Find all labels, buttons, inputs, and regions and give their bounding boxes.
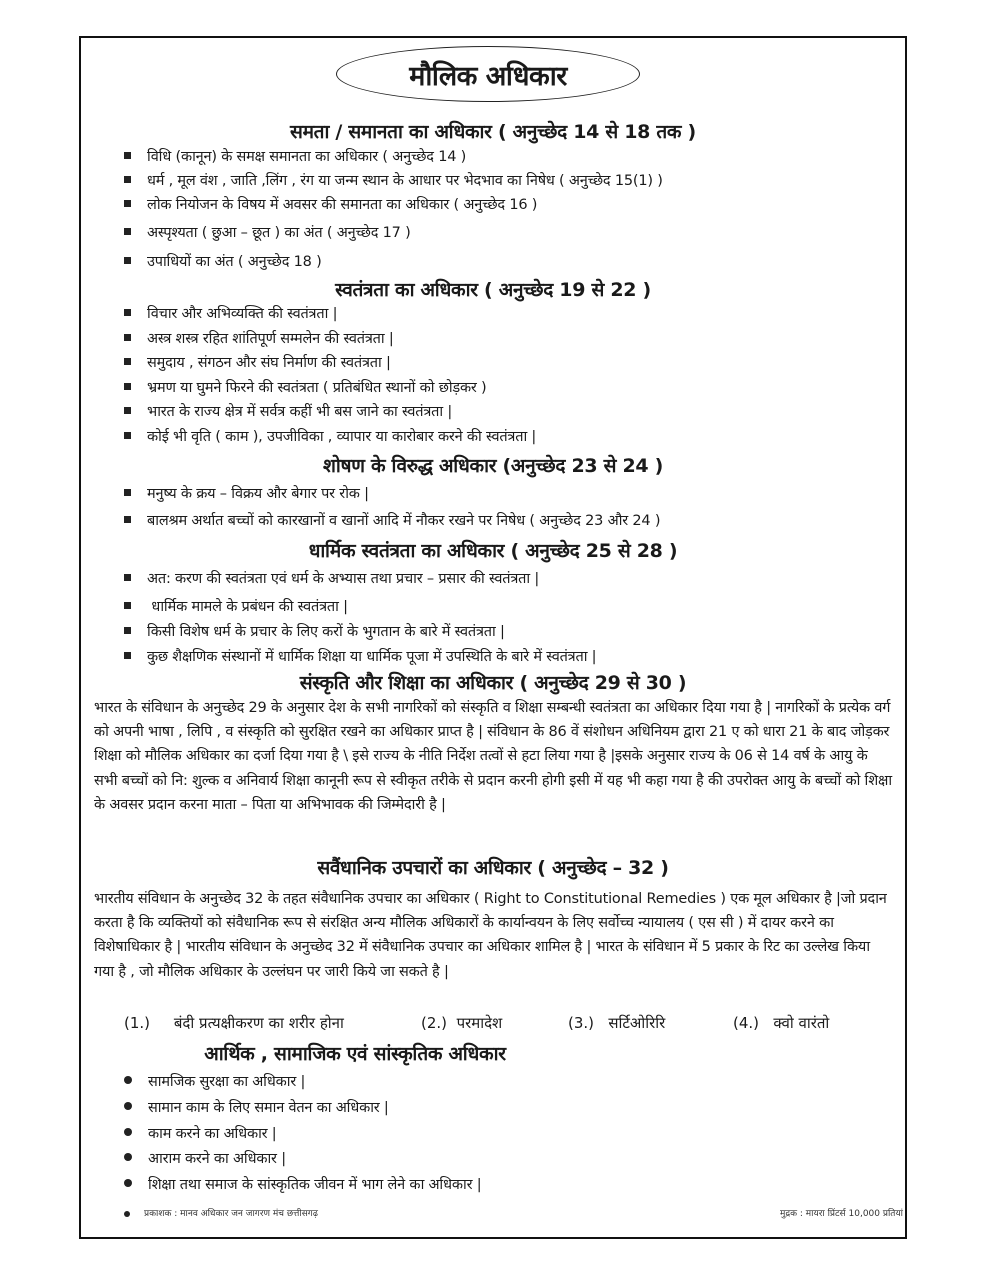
section-heading-religion: धार्मिक स्वतंत्रता का अधिकार ( अनुच्छेद 25 से 28 ) [308,540,678,562]
square-bullet-icon [124,489,131,496]
square-bullet-icon [124,152,131,159]
list-item: कोई भी वृति ( काम ), उपजीविका , व्यापार या कारोबार करने की स्वतंत्रता | [124,426,536,446]
round-bullet-icon [124,1076,132,1084]
round-bullet-icon [124,1128,132,1136]
list-item: कुछ शैक्षणिक संस्थानों में धार्मिक शिक्षा या धार्मिक पूजा में उपस्थिति के बारे में स्वतंत्रता | [124,646,596,666]
square-bullet-icon [124,652,131,659]
square-bullet-icon [124,200,131,207]
list-item: अस्त्र शस्त्र रहित शांतिपूर्ण सम्मलेन की स्वतंत्रता | [124,328,394,348]
writ-item: (2.) परमादेश [421,1014,503,1032]
round-bullet-icon [124,1102,132,1110]
round-bullet-icon [124,1211,130,1217]
writ-item: (4.) क्वो वारंतो [733,1014,830,1032]
section-heading-culture-education: संस्कृति और शिक्षा का अधिकार ( अनुच्छेद 29 से 30 ) [299,672,687,694]
list-item: मनुष्य के क्रय – विक्रय और बेगार पर रोक | [124,483,369,503]
list-item: किसी विशेष धर्म के प्रचार के लिए करों के भुगतान के बारे में स्वतंत्रता | [124,621,505,641]
list-item: भारत के राज्य क्षेत्र में सर्वत्र कहीं भी बस जाने का स्वतंत्रता | [124,401,452,421]
culture-education-paragraph: भारत के संविधान के अनुच्छेद 29 के अनुसार देश के सभी नागरिकों को संस्कृति व शिक्षा सम्बन्धी स्वतंत्रता का अधिकार दिया गया है | नागरिकों के प्रत्येक वर्ग को अपनी भाषा , लिपि , व संस्कृति को सुरक्षित रखने का अधिकार प्राप्त है | संविधान के 86 वें संशोधन अधिनियम द्वारा 21 ए को धारा 21 के बाद जोड़कर शिक्षा को मौलिक अधिकार का दर्जा दिया गया है \ इसे राज्य के नीति निर्देश तत्वों से हटा लिया गया है |इसके अनुसार राज्य के 06 से 14 वर्ष के आयु के सभी बच्चों को नि: शुल्क व अनिवार्य शिक्षा कानूनी रूप से स्वीकृत तरीके से प्रदान करनी होगी इसी में यह भी कहा गया है की उपरोक्त आयु के बच्चों को शिक्षा के अवसर प्रदान करना माता – पिता या अभिभावक की जिम्मेदारी है | [94,700,892,813]
square-bullet-icon [124,176,131,183]
list-item: काम करने का अधिकार | [124,1123,276,1143]
square-bullet-icon [124,257,131,264]
list-item: शिक्षा तथा समाज के सांस्कृतिक जीवन में भाग लेने का अधिकार | [124,1174,481,1194]
list-item: विधि (कानून) के समक्ष समानता का अधिकार ( अनुच्छेद 14 ) [124,146,466,166]
square-bullet-icon [124,309,131,316]
square-bullet-icon [124,228,131,235]
footer-publisher: प्रकाशक : मानव अधिकार जन जागरण मंच छत्तीसगढ़ [124,1206,318,1219]
list-item: आराम करने का अधिकार | [124,1148,286,1168]
list-item: अस्पृश्यता ( छुआ – छूत ) का अंत ( अनुच्छेद 17 ) [124,222,411,242]
writ-item: (3.) सर्टिओरिरि [568,1014,666,1032]
page-title: मौलिक अधिकार [409,60,567,92]
list-item: बालश्रम अर्थात बच्चों को कारखानों व खानों आदि में नौकर रखने पर निषेध ( अनुच्छेद 23 और 24 ) [124,510,660,530]
title-oval [336,46,640,102]
list-item: सामान काम के लिए समान वेतन का अधिकार | [124,1097,389,1117]
square-bullet-icon [124,334,131,341]
list-item: समुदाय , संगठन और संघ निर्माण की स्वतंत्रता | [124,352,391,372]
square-bullet-icon [124,383,131,390]
round-bullet-icon [124,1179,132,1187]
writ-item: (1.) बंदी प्रत्यक्षीकरण का शरीर होना [124,1014,344,1032]
section-heading-constitutional-remedies: सवैंधानिक उपचारों का अधिकार ( अनुच्छेद – 32 ) [317,857,669,879]
section-heading-exploitation: शोषण के विरुद्ध अधिकार (अनुच्छेद 23 से 24 ) [322,455,664,477]
footer-printer: मुद्रक : मायरा प्रिंटर्स 10,000 प्रतियां [779,1209,903,1219]
section-heading-freedom: स्वतंत्रता का अधिकार ( अनुच्छेद 19 से 22 ) [335,279,651,301]
list-item: सामजिक सुरक्षा का अधिकार | [124,1071,305,1091]
square-bullet-icon [124,602,131,609]
round-bullet-icon [124,1153,132,1161]
square-bullet-icon [124,432,131,439]
square-bullet-icon [124,627,131,634]
list-item: धर्म , मूल वंश , जाति ,लिंग , रंग या जन्म स्थान के आधार पर भेदभाव का निषेध ( अनुच्छेद 15(1) ) [124,170,663,190]
list-item: उपाधियों का अंत ( अनुच्छेद 18 ) [124,251,322,271]
section-heading-equality: समता / समानता का अधिकार ( अनुच्छेद 14 से 18 तक ) [290,121,696,143]
square-bullet-icon [124,358,131,365]
constitutional-remedies-paragraph: भारतीय संविधान के अनुच्छेद 32 के तहत संवैधानिक उपचार का अधिकार ( Right to Constitutional Remedies ) एक मूल अधिकार है |जो प्रदान करता है कि व्यक्तियों को संवैधानिक रूप से संरक्षित अन्य मौलिक अधिकारों के कार्यान्वयन के लिए सर्वोच्च न्यायालय ( एस सी ) में दायर करने का विशेषाधिकार है | भारतीय संविधान के अनुच्छेद 32 में संवैधानिक उपचार का अधिकार शामिल है | भारत के संविधान में 5 प्रकार के रिट का उल्लेख किया गया है , जो मौलिक अधिकार के उल्लंघन पर जारी किये जा सकते है | [94,891,887,980]
square-bullet-icon [124,407,131,414]
list-item: धार्मिक मामले के प्रबंधन की स्वतंत्रता | [124,596,348,616]
list-item: अत: करण की स्वतंत्रता एवं धर्म के अभ्यास तथा प्रचार – प्रसार की स्वतंत्रता | [124,568,539,588]
list-item: भ्रमण या घुमने फिरने की स्वतंत्रता ( प्रतिबंधित स्थानों को छोड़कर ) [124,377,487,397]
square-bullet-icon [124,516,131,523]
list-item: लोक नियोजन के विषय में अवसर की समानता का अधिकार ( अनुच्छेद 16 ) [124,194,537,214]
section-heading-economic-social-cultural: आर्थिक , सामाजिक एवं सांस्कृतिक अधिकार [204,1043,506,1065]
square-bullet-icon [124,574,131,581]
list-item: विचार और अभिव्यक्ति की स्वतंत्रता | [124,303,337,323]
